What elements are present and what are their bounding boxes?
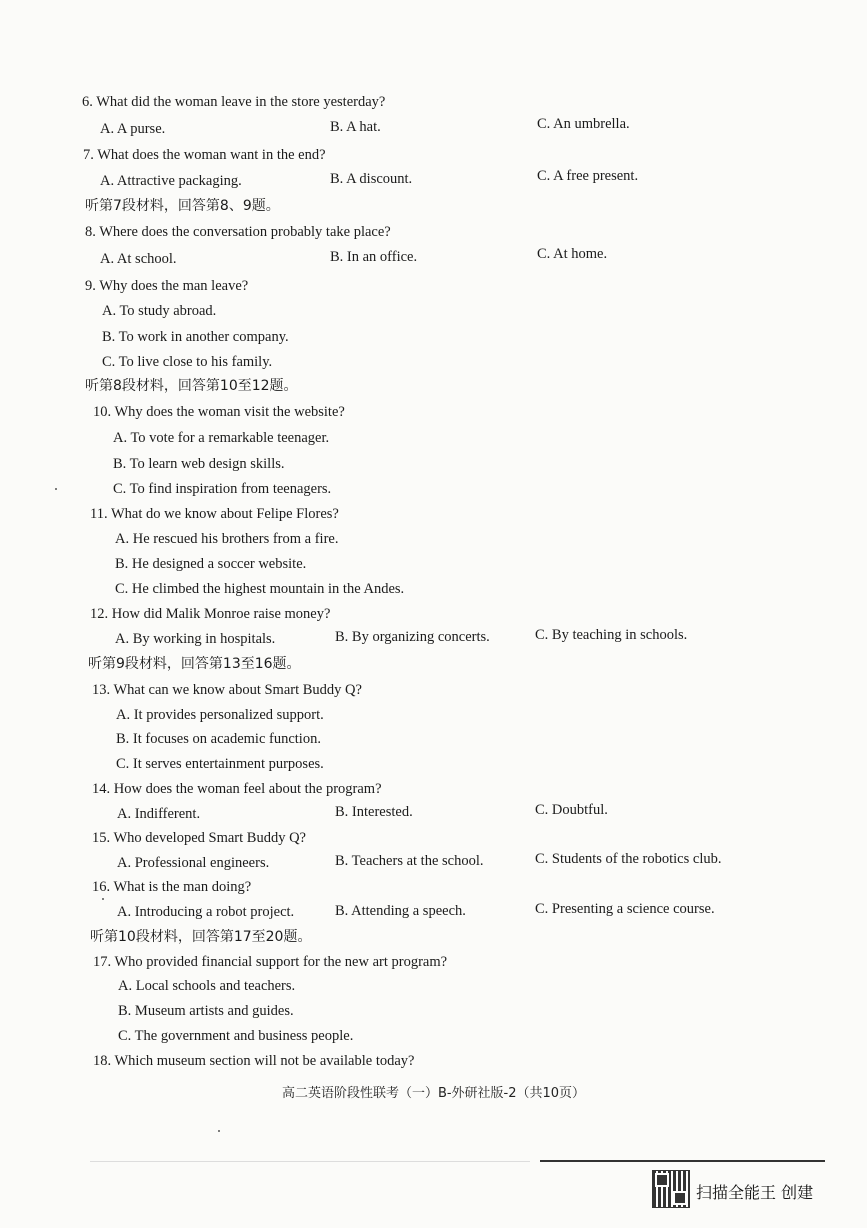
question-8-option-a: A. At school.	[100, 251, 177, 267]
question-11-option-b: B. He designed a soccer website.	[115, 556, 307, 572]
question-17-option-c: C. The government and business people.	[118, 1028, 354, 1044]
question-17-option-b: B. Museum artists and guides.	[118, 1003, 294, 1019]
scan-speck	[55, 488, 57, 490]
question-11: 11. What do we know about Felipe Flores?	[90, 506, 339, 522]
qr-code-icon	[652, 1170, 690, 1208]
question-15: 15. Who developed Smart Buddy Q?	[92, 830, 306, 846]
section-8-heading: 听第8段材料，回答第10至12题。	[85, 378, 298, 394]
section-9-heading: 听第9段材料，回答第13至16题。	[88, 656, 301, 672]
question-9-option-c: C. To live close to his family.	[102, 354, 273, 370]
question-14-option-a: A. Indifferent.	[117, 806, 201, 822]
bottom-divider-faint	[90, 1161, 530, 1162]
question-8: 8. Where does the conversation probably take place?	[85, 224, 391, 240]
question-14-option-c: C. Doubtful.	[535, 802, 608, 818]
question-13-option-c: C. It serves entertainment purposes.	[116, 756, 324, 772]
question-15-option-a: A. Professional engineers.	[117, 855, 270, 871]
question-10-option-a: A. To vote for a remarkable teenager.	[113, 430, 330, 446]
question-12-option-c: C. By teaching in schools.	[535, 627, 688, 643]
question-17: 17. Who provided financial support for the new art program?	[93, 954, 448, 970]
question-12-option-b: B. By organizing concerts.	[335, 629, 490, 645]
section-10-heading: 听第10段材料，回答第17至20题。	[90, 929, 312, 945]
question-12-option-a: A. By working in hospitals.	[115, 631, 276, 647]
bottom-divider	[540, 1160, 825, 1162]
question-10-option-b: B. To learn web design skills.	[113, 456, 285, 472]
question-16-option-a: A. Introducing a robot project.	[117, 904, 295, 920]
question-13: 13. What can we know about Smart Buddy Q?	[92, 682, 362, 698]
scan-speck	[218, 1130, 220, 1132]
question-7-option-a: A. Attractive packaging.	[100, 173, 242, 189]
question-9-option-a: A. To study abroad.	[102, 303, 217, 319]
question-6-option-a: A. A purse.	[100, 121, 166, 137]
question-10: 10. Why does the woman visit the website?	[93, 404, 345, 420]
question-18: 18. Which museum section will not be available today?	[93, 1053, 415, 1069]
question-11-option-c: C. He climbed the highest mountain in the Andes.	[115, 581, 405, 597]
question-16-option-c: C. Presenting a science course.	[535, 901, 715, 917]
question-13-option-b: B. It focuses on academic function.	[116, 731, 321, 747]
question-16: 16. What is the man doing?	[92, 879, 252, 895]
question-11-option-a: A. He rescued his brothers from a fire.	[115, 531, 339, 547]
question-16-option-b: B. Attending a speech.	[335, 903, 466, 919]
question-13-option-a: A. It provides personalized support.	[116, 707, 324, 723]
question-6-option-c: C. An umbrella.	[537, 116, 630, 132]
question-9-option-b: B. To work in another company.	[102, 329, 289, 345]
question-15-option-b: B. Teachers at the school.	[335, 853, 484, 869]
question-9: 9. Why does the man leave?	[85, 278, 249, 294]
page-footer: 高二英语阶段性联考（一）B-外研社版-2（共10页）	[281, 1086, 586, 1101]
question-7-option-c: C. A free present.	[537, 168, 639, 184]
question-12: 12. How did Malik Monroe raise money?	[90, 606, 331, 622]
question-14-option-b: B. Interested.	[335, 804, 413, 820]
scanner-watermark: 扫描全能王 创建	[696, 1183, 814, 1202]
question-14: 14. How does the woman feel about the program?	[92, 781, 382, 797]
question-6: 6. What did the woman leave in the store yesterday?	[82, 94, 386, 110]
scan-speck	[102, 898, 104, 900]
question-7: 7. What does the woman want in the end?	[83, 147, 326, 163]
question-15-option-c: C. Students of the robotics club.	[535, 851, 722, 867]
question-6-option-b: B. A hat.	[330, 119, 381, 135]
question-17-option-a: A. Local schools and teachers.	[118, 978, 296, 994]
question-7-option-b: B. A discount.	[330, 171, 413, 187]
question-8-option-c: C. At home.	[537, 246, 608, 262]
question-10-option-c: C. To find inspiration from teenagers.	[113, 481, 332, 497]
section-7-heading: 听第7段材料，回答第8、9题。	[85, 198, 280, 214]
question-8-option-b: B. In an office.	[330, 249, 418, 265]
